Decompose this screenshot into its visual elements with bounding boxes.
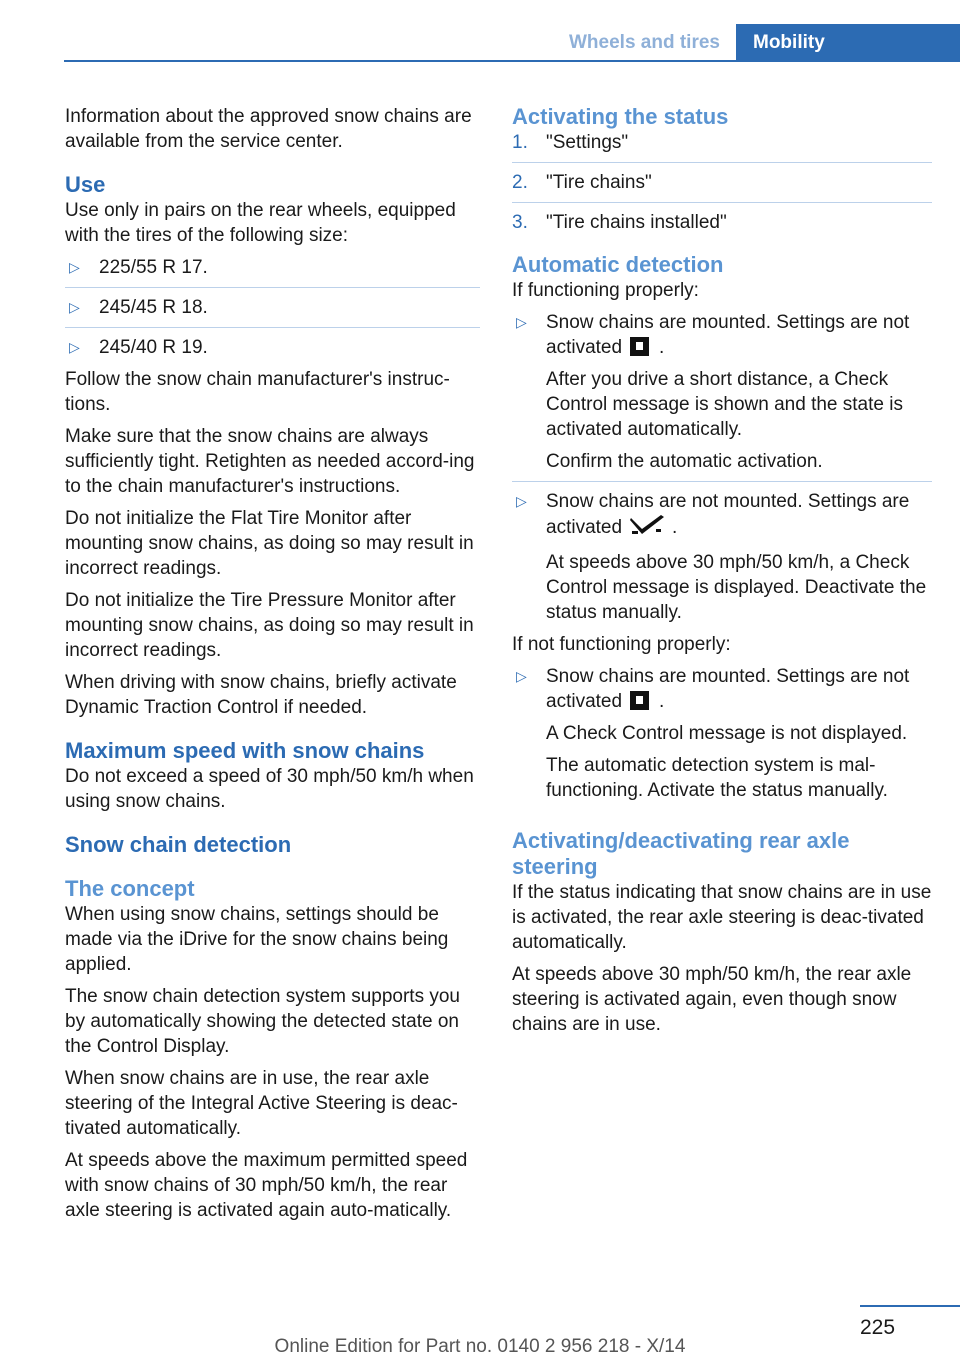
snow-chain-detection-heading: Snow chain detection bbox=[65, 832, 292, 857]
max-speed-text: Do not exceed a speed of 30 mph/50 km/h when using snow chains. bbox=[65, 766, 474, 812]
list-item: ▷ Snow chains are mounted. Settings are not activated . After you drive a short distance, a Check Control message is shown and the state is activated automatically. Confirm the automatic activation. bbox=[512, 310, 932, 482]
tire-size-list bbox=[65, 255, 480, 367]
paragraph: Do not initialize the Tire Pressure Monitor after mounting snow chains, as doing so may result in incorrect readings. bbox=[65, 590, 474, 661]
header-rule bbox=[64, 60, 960, 62]
bullet-triangle-icon: ▷ bbox=[516, 493, 527, 509]
list-item: 3. "Tire chains installed" bbox=[512, 212, 727, 233]
if-not-functioning-label: If not functioning properly: bbox=[512, 634, 731, 655]
bullet-triangle-icon: ▷ bbox=[516, 668, 527, 684]
concept-heading: The concept bbox=[65, 876, 195, 901]
section-tab-mobility: Mobility bbox=[736, 24, 960, 60]
bullet-triangle-icon: ▷ bbox=[69, 259, 80, 275]
functioning-list bbox=[512, 310, 932, 632]
page-number: 225 bbox=[860, 1316, 896, 1339]
paragraph: At speeds above the maximum permitted speed with snow chains of 30 mph/50 km/h, the rear axle steering is activated again auto-matically. bbox=[65, 1150, 468, 1221]
left-column bbox=[65, 104, 480, 1230]
max-speed-heading: Maximum speed with snow chains bbox=[65, 738, 425, 763]
paragraph: Follow the snow chain manufacturer's instruc-tions. bbox=[65, 369, 450, 415]
footer-edition-text: Online Edition for Part no. 0140 2 956 218 - X/14 bbox=[274, 1336, 686, 1357]
paragraph: Make sure that the snow chains are always sufficiently tight. Retighten as needed accord-ing to the chain manufacturer's instructions. bbox=[65, 426, 475, 497]
activated-checkmark-icon bbox=[628, 514, 666, 543]
right-column bbox=[512, 104, 932, 1044]
not-activated-square-icon bbox=[630, 337, 649, 356]
not-functioning-list bbox=[512, 664, 932, 810]
paragraph: When using snow chains, settings should be made via the iDrive for the snow chains being applied. bbox=[65, 904, 449, 975]
paragraph: If the status indicating that snow chains are in use is activated, the rear axle steering is deac-tivated automatically. bbox=[512, 882, 932, 953]
intro-text: Information about the approved snow chains are available from the service center. bbox=[65, 106, 472, 152]
paragraph: When snow chains are in use, the rear axle steering of the Integral Active Steering is deac-tivated automatically. bbox=[65, 1068, 458, 1139]
list-item: ▷ Snow chains are mounted. Settings are not activated . A Check Control message is not displayed. The automatic detection system is mal-functioning. Activate the status manually. bbox=[516, 666, 910, 801]
use-text: Use only in pairs on the rear wheels, equipped with the tires of the following size: bbox=[65, 200, 456, 246]
step-number: 3. bbox=[512, 212, 528, 233]
list-item: 2. "Tire chains" bbox=[512, 170, 932, 203]
steps-list bbox=[512, 130, 932, 242]
if-functioning-label: If functioning properly: bbox=[512, 280, 699, 301]
paragraph: Do not initialize the Flat Tire Monitor after mounting snow chains, as doing so may result in incorrect readings. bbox=[65, 508, 474, 579]
step-number: 1. bbox=[512, 132, 528, 153]
rear-axle-steering-heading: Activating/deactivating rear axle steering bbox=[512, 828, 850, 879]
paragraph: The snow chain detection system supports you by automatically showing the detected state on the Control Display. bbox=[65, 986, 460, 1057]
list-item: ▷ 245/45 R 18. bbox=[65, 295, 480, 328]
footer-rule bbox=[860, 1305, 960, 1307]
automatic-detection-heading: Automatic detection bbox=[512, 252, 724, 277]
list-item: ▷ 225/55 R 17. bbox=[65, 255, 480, 288]
bullet-triangle-icon: ▷ bbox=[69, 299, 80, 315]
list-item: ▷ 245/40 R 19. bbox=[69, 337, 208, 358]
step-number: 2. bbox=[512, 172, 528, 193]
bullet-triangle-icon: ▷ bbox=[516, 314, 527, 330]
paragraph: At speeds above 30 mph/50 km/h, the rear axle steering is activated again, even though snow chains are in use. bbox=[512, 964, 912, 1035]
activating-status-heading: Activating the status bbox=[512, 104, 729, 129]
list-item: ▷ Snow chains are not mounted. Settings are activated . At speeds above 30 mph/50 km/h, a Check Control message is displayed. Deactivate the status manually. bbox=[516, 491, 927, 623]
not-activated-square-icon bbox=[630, 691, 649, 710]
bullet-triangle-icon: ▷ bbox=[69, 339, 80, 355]
paragraph: When driving with snow chains, briefly activate Dynamic Traction Control if needed. bbox=[65, 672, 457, 718]
section-tab-wheels-and-tires: Wheels and tires bbox=[569, 32, 720, 53]
use-heading: Use bbox=[65, 172, 106, 197]
list-item: 1. "Settings" bbox=[512, 130, 932, 163]
